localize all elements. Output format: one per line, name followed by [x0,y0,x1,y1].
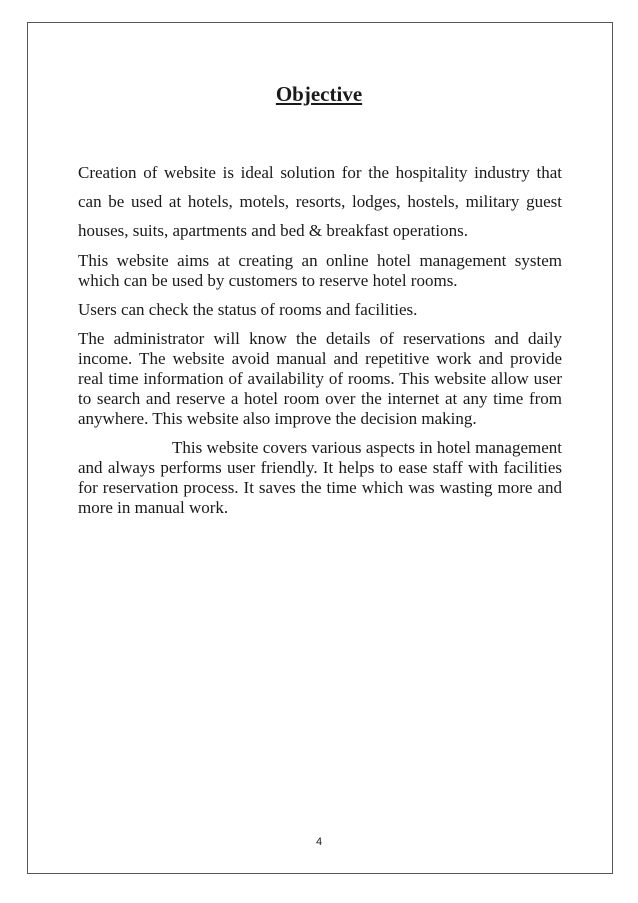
document-body [78,158,562,518]
page-title-text: Objective [275,82,363,106]
paragraph-coverage: This website covers various aspects in hotel management and always performs user friendly. It helps to ease staff with facilities for reservation process. It saves the time which was wasting more and more in manual work. [78,438,562,517]
paragraph-intro: Creation of website is ideal solution for the hospitality industry that can be used at hotels, motels, resorts, lodges, hostels, military guest houses, suits, apartments and bed & breakfast operations. [78,163,562,240]
paragraph-aim: This website aims at creating an online hotel management system which can be used by customers to reserve hotel rooms. [78,251,562,290]
page-number: 4 [315,836,323,848]
paragraph-users: Users can check the status of rooms and facilities. [78,300,418,319]
page-title [0,82,638,106]
paragraph-administrator: The administrator will know the details of reservations and daily income. The website avoid manual and repetitive work and provide real time information of availability of rooms. This website allow user to search and reserve a hotel room over the internet at any time from anywhere. This website also improve the decision making. [78,329,562,428]
